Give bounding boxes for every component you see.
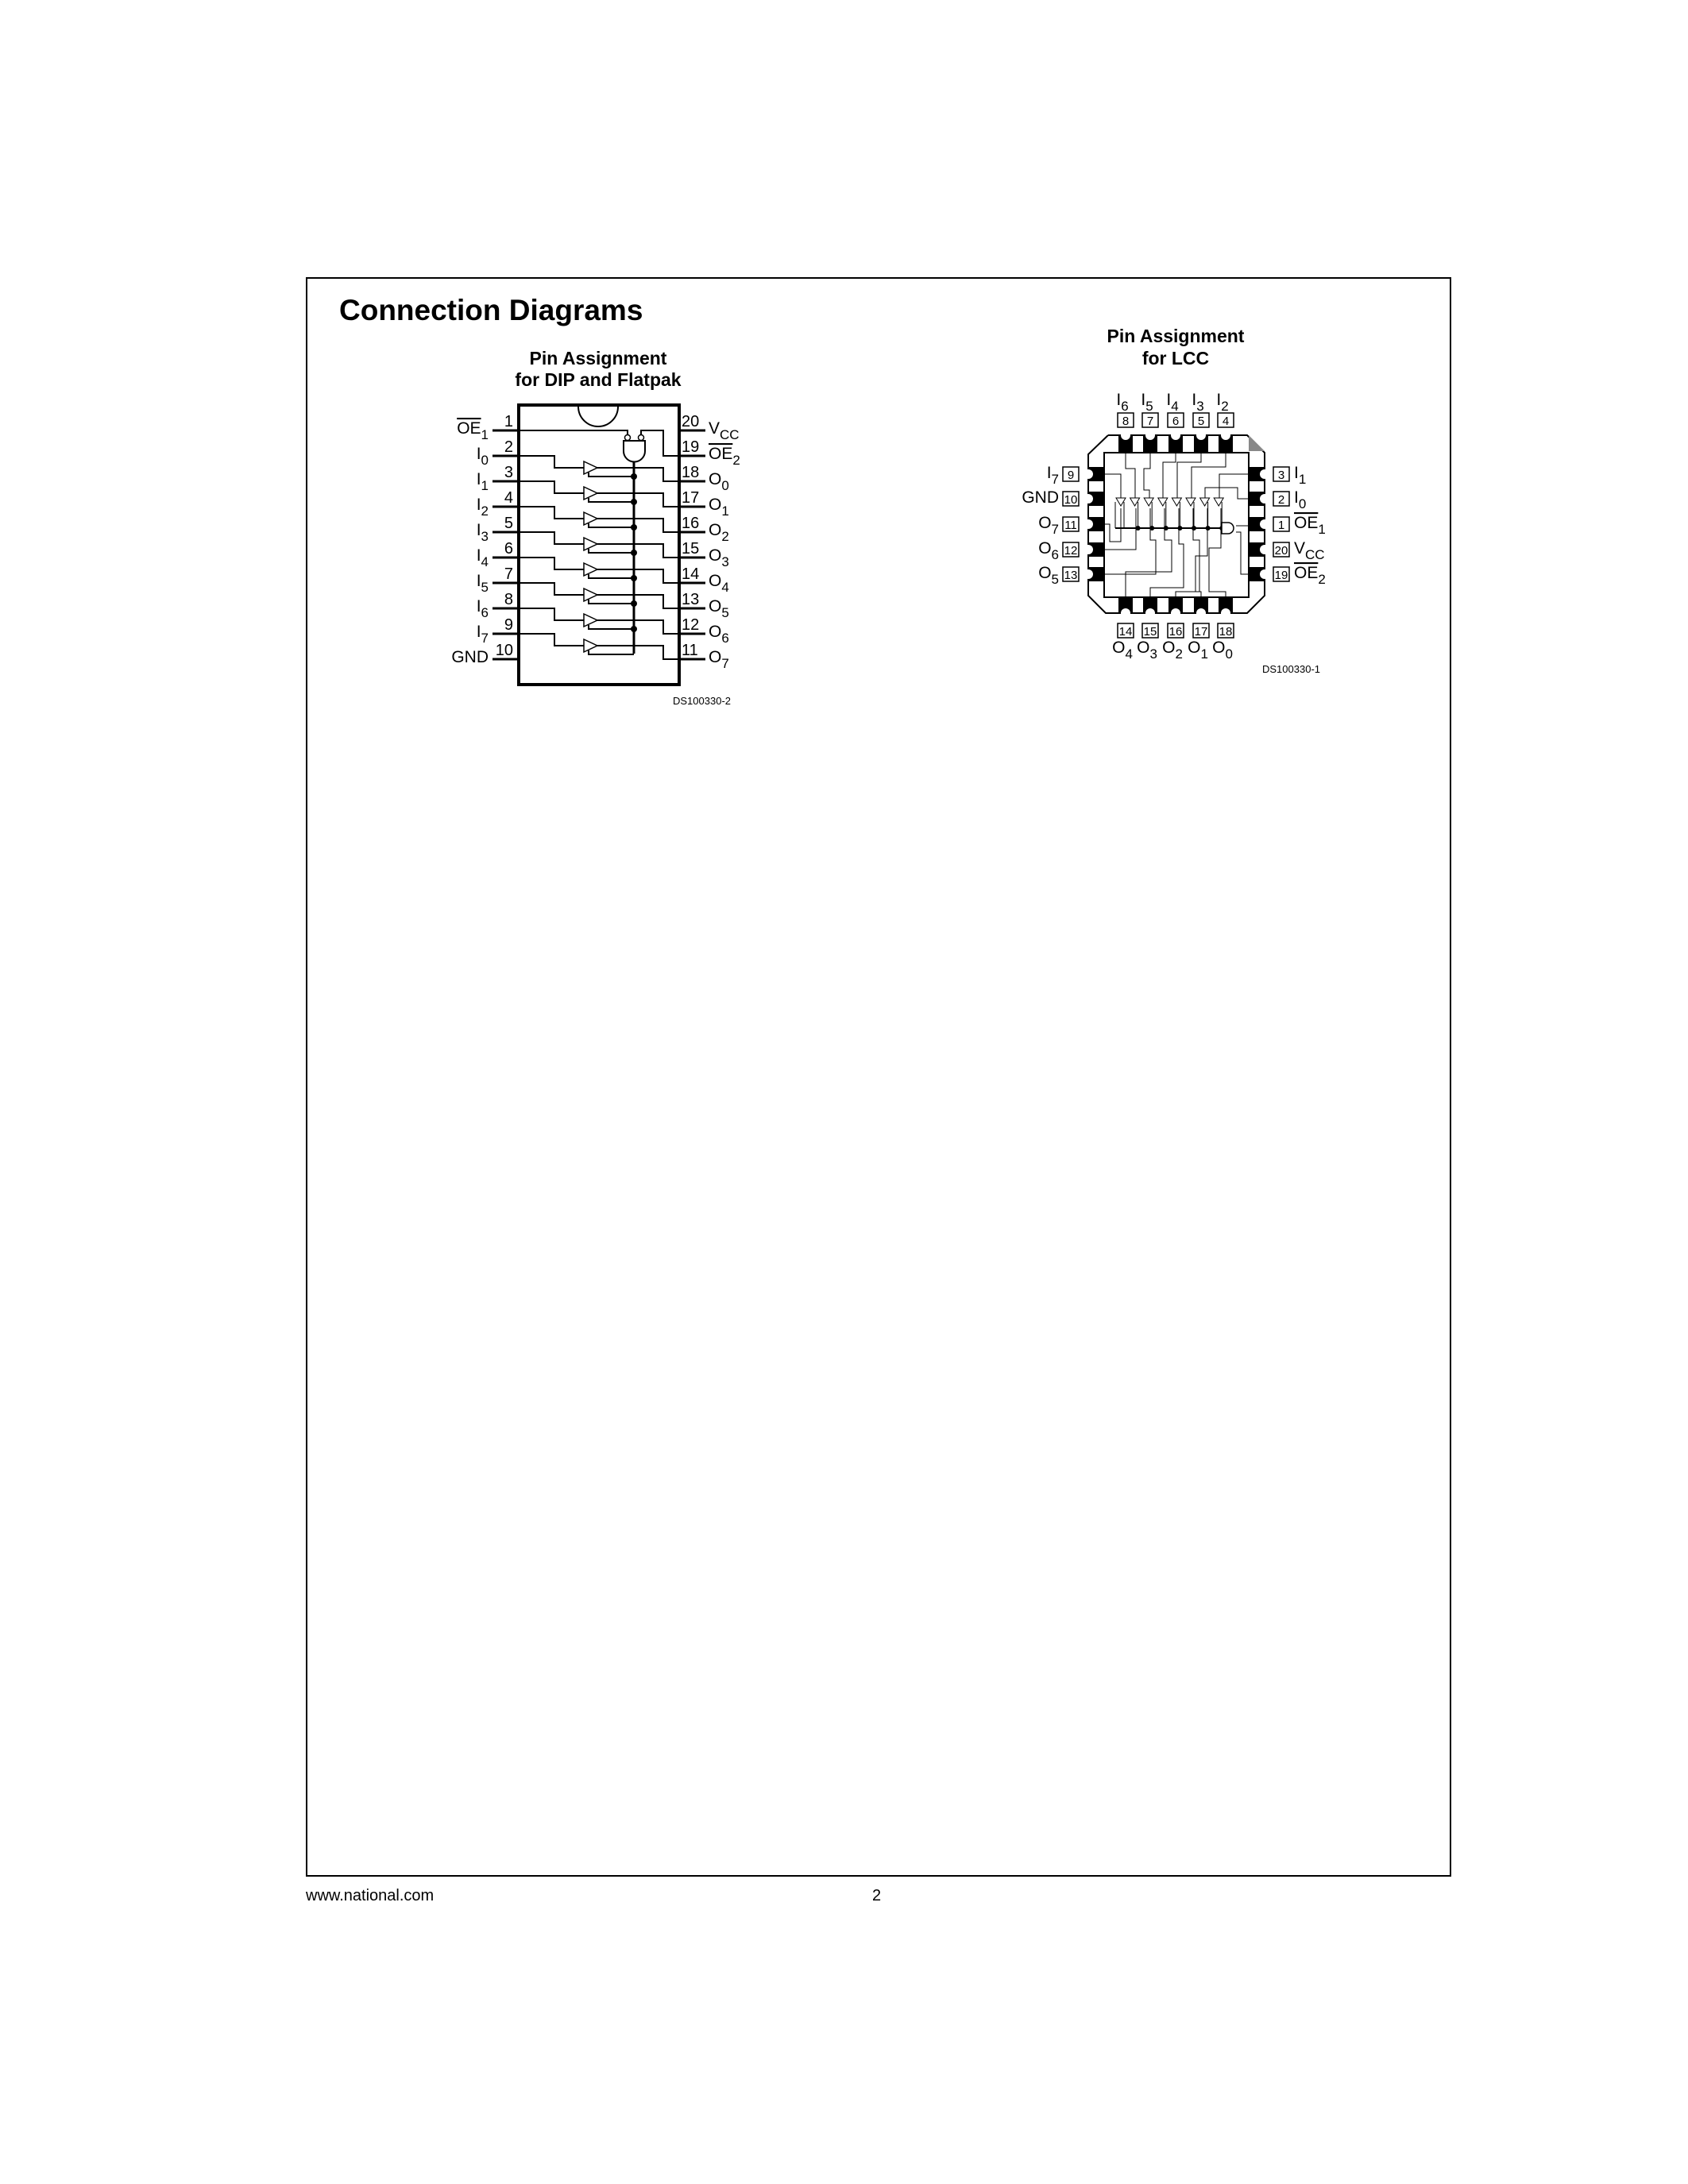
dip-pin-number: 19 [682, 438, 700, 456]
pin-label-base: I [476, 445, 481, 463]
lcc-pin-number: 5 [1197, 415, 1205, 428]
dip-pin-number: 11 [682, 642, 698, 659]
dip-pin-label [709, 597, 729, 620]
enable-wire [589, 600, 634, 604]
pin-label-base: I [1166, 391, 1172, 409]
lcc-pin-label [1212, 639, 1233, 662]
dip-pin-number: 14 [682, 565, 700, 583]
pin-label-base: V [709, 419, 720, 438]
dip-pin-number: 18 [682, 464, 700, 481]
junction-dot [631, 600, 637, 607]
lcc-pin-label [1294, 564, 1326, 587]
dip-pin-number: 15 [682, 540, 700, 558]
pin-label-base: O [709, 546, 722, 565]
junction-dot [631, 473, 637, 480]
pin-label-base: O [1038, 564, 1052, 582]
pin-label-base: O [1038, 514, 1052, 532]
lcc-pin-number: 15 [1143, 625, 1157, 639]
pin-label-base: OE [709, 445, 733, 463]
lcc-pin-number: 12 [1064, 544, 1078, 558]
pin-label-subscript: 3 [481, 529, 489, 544]
lcc-title-line2: for LCC [1141, 348, 1210, 369]
junction-dot [631, 499, 637, 505]
buffer-input-wire [519, 608, 584, 620]
buffer-icon [584, 461, 597, 474]
pin-label-subscript: 0 [721, 478, 729, 493]
lcc-pin-label [1192, 391, 1203, 414]
pin-label-base: I [476, 572, 481, 590]
buffer-output-wire [597, 620, 679, 634]
pin-label-base: I [476, 496, 481, 514]
dip-pin-number: 16 [682, 515, 700, 532]
pin-label-base: I [476, 521, 481, 539]
pad-scallop [1260, 569, 1269, 579]
lcc-title-line1: Pin Assignment [1107, 326, 1245, 346]
buffer-icon [584, 487, 597, 500]
lcc-pin-label [1047, 464, 1059, 487]
lcc-pin-number: 4 [1222, 415, 1230, 428]
buffer-input-wire [519, 583, 584, 595]
lcc-pin-label [1112, 639, 1133, 662]
pad-scallop [1260, 494, 1269, 504]
pin-label-base: I [1192, 391, 1197, 409]
dip-pin-label [477, 470, 489, 493]
section-title: Connection Diagrams [339, 294, 643, 326]
dip-pin-number: 7 [504, 565, 513, 583]
lcc-pin-label [1038, 564, 1059, 587]
lcc-pin-number: 14 [1118, 625, 1133, 639]
buffer-icon [584, 538, 597, 550]
pin-label-subscript: 1 [721, 504, 729, 519]
buffer-input-wire [519, 456, 584, 468]
pin-label-subscript: 3 [721, 554, 729, 569]
enable-wire [589, 473, 634, 477]
pin-label-subscript: 7 [481, 631, 489, 646]
pin-label-base: I [476, 597, 481, 615]
buffer-input-wire [519, 481, 584, 493]
dip-pin-number: 1 [504, 413, 513, 430]
pin-label-subscript: 1 [1298, 472, 1307, 487]
pin-label-base: I [1046, 464, 1052, 482]
pin-label-subscript: 4 [721, 580, 729, 595]
dip-pin-number: 13 [682, 591, 700, 608]
pin-label-base: GND [1022, 488, 1059, 507]
pin-label-base: O [709, 496, 722, 514]
buffer-output-wire [597, 519, 679, 532]
oe1-wire [519, 430, 628, 434]
dip-pin-label [477, 496, 489, 519]
pin-label-subscript: 5 [1051, 572, 1059, 587]
pad-scallop [1145, 430, 1155, 440]
dip-pin-number: 3 [504, 464, 513, 481]
lcc-pin-label [1038, 539, 1059, 562]
lcc-pin-label [1038, 514, 1059, 537]
pad-scallop [1083, 519, 1093, 529]
pad-scallop [1221, 608, 1230, 618]
pin-label-base: O [1137, 639, 1150, 657]
pin-label-base: O [709, 470, 722, 488]
enable-wire [589, 625, 634, 629]
pad-scallop [1083, 569, 1093, 579]
dip-pin-label [477, 623, 489, 646]
dip-pin-number: 2 [504, 438, 513, 456]
dip-pin-label [709, 419, 740, 442]
pin-label-subscript: 1 [1200, 646, 1208, 662]
pad-scallop [1083, 494, 1093, 504]
pin-label-subscript: 4 [1125, 646, 1133, 662]
buffer-input-wire [519, 558, 584, 569]
lcc-pin-number: 3 [1277, 469, 1285, 482]
pad-scallop [1145, 608, 1155, 618]
buffer-icon [584, 588, 597, 601]
footer-website: www.national.com [306, 1887, 435, 1904]
pin-label-subscript: 5 [721, 605, 729, 620]
dip-pin-label [709, 521, 729, 544]
pin-label-base: OE [457, 419, 481, 438]
lcc-pin-label [1166, 391, 1178, 414]
dip-pin-number: 4 [504, 489, 513, 507]
pad-scallop [1171, 430, 1180, 440]
pin-label-subscript: 5 [1145, 399, 1153, 414]
pin-label-base: O [709, 623, 722, 641]
pin-label-base: O [709, 572, 722, 590]
dip-pin-number: 6 [504, 540, 513, 558]
pad-scallop [1196, 430, 1206, 440]
pin-label-base: GND [451, 648, 489, 666]
lcc-package-body [1088, 435, 1265, 613]
dip-title-line2: for DIP and Flatpak [515, 369, 682, 390]
pin-label-base: I [1116, 391, 1122, 409]
pad-scallop [1260, 545, 1269, 554]
dip-pin-number: 17 [682, 489, 700, 507]
lcc-pin-label [1294, 464, 1306, 487]
pad-scallop [1121, 430, 1130, 440]
lcc-pin-label [1116, 391, 1128, 414]
nor-gate-icon [624, 441, 645, 462]
buffer-icon [584, 614, 597, 627]
pad-scallop [1171, 608, 1180, 618]
dip-pin-label [709, 546, 729, 569]
pad-scallop [1083, 469, 1093, 479]
buffer-output-wire [597, 468, 679, 481]
pin-label-subscript: 0 [1298, 496, 1307, 511]
lcc-pin-label [1294, 488, 1306, 511]
pin-label-base: I [1294, 488, 1299, 507]
pin-label-base: OE [1294, 514, 1319, 532]
dip-pin-label [477, 546, 489, 569]
pin-label-base: O [709, 597, 722, 615]
lcc-pin-label [1162, 639, 1183, 662]
dip-pin-number: 8 [504, 591, 513, 608]
pin-label-base: I [1294, 464, 1299, 482]
lcc-pin-number: 2 [1277, 493, 1285, 507]
dip-pin-label [709, 572, 729, 595]
pin-label-subscript: 2 [1318, 572, 1326, 587]
lcc-pin-number: 20 [1274, 544, 1288, 558]
pad-scallop [1221, 430, 1230, 440]
lcc-pin-label [1022, 488, 1059, 507]
pin-label-base: O [1162, 639, 1176, 657]
lcc-pin-number: 7 [1146, 415, 1154, 428]
junction-dot [631, 626, 637, 632]
pad-scallop [1196, 608, 1206, 618]
lcc-pin-number: 16 [1168, 625, 1183, 639]
lcc-pin-number: 17 [1194, 625, 1208, 639]
pin-label-subscript: 2 [721, 529, 729, 544]
pin-label-subscript: 0 [1225, 646, 1233, 662]
lcc-pin-number: 18 [1219, 625, 1233, 639]
dip-pin-label [477, 597, 489, 620]
dip-pin-label [709, 648, 729, 671]
lcc-pin-number: 11 [1064, 519, 1077, 532]
enable-wire [589, 650, 634, 654]
pin-label-subscript: 3 [1196, 399, 1204, 414]
pad-scallop [1260, 469, 1269, 479]
buffer-input-wire [519, 532, 584, 544]
footer-page-number: 2 [872, 1887, 882, 1904]
pin-label-base: O [1212, 639, 1226, 657]
buffer-input-wire [519, 634, 584, 646]
lcc-pin-number: 9 [1067, 469, 1075, 482]
dip-pin-number: 12 [682, 616, 700, 634]
pin-label-subscript: CC [720, 427, 740, 442]
pin-label-base: O [1112, 639, 1126, 657]
lcc-pin-number: 19 [1274, 569, 1288, 582]
pin-label-subscript: 2 [732, 453, 740, 468]
inverter-bubble [639, 435, 644, 441]
pad-scallop [1083, 545, 1093, 554]
pin-label-base: OE [1294, 564, 1319, 582]
pin-label-subscript: 4 [481, 554, 489, 569]
pin-label-subscript: 2 [481, 504, 489, 519]
pin-label-subscript: 4 [1171, 399, 1179, 414]
buffer-icon [584, 563, 597, 576]
pin-label-subscript: 6 [721, 631, 729, 646]
pin-label-subscript: 7 [721, 656, 729, 671]
buffer-output-wire [597, 646, 679, 659]
pin-label-subscript: 1 [1318, 522, 1326, 537]
pin-label-subscript: 6 [1051, 547, 1059, 562]
pin1-index-corner [1249, 435, 1265, 451]
pad-scallop [1121, 608, 1130, 618]
enable-wire [589, 549, 634, 553]
pin-label-subscript: 1 [481, 478, 489, 493]
pin-label-base: O [1038, 539, 1052, 558]
lcc-pin-number: 13 [1064, 569, 1078, 582]
pin-label-base: I [476, 470, 481, 488]
buffer-output-wire [597, 569, 679, 583]
pin-label-subscript: 2 [1175, 646, 1183, 662]
dip-pin-label [477, 445, 489, 468]
buffer-icon [584, 512, 597, 525]
pin-label-base: O [1188, 639, 1201, 657]
dip-pin-number: 5 [504, 515, 513, 532]
dip-pin-label [451, 648, 489, 666]
junction-dot [631, 575, 637, 581]
lcc-pin-label [1141, 391, 1153, 414]
dip-pin-label [709, 470, 729, 493]
lcc-pin-label [1216, 391, 1228, 414]
lcc-pin-number: 6 [1172, 415, 1180, 428]
oe2-wire [641, 430, 679, 456]
pin-label-subscript: 0 [481, 453, 489, 468]
dip-pin-number: 9 [504, 616, 513, 634]
dip-pin-label [709, 445, 740, 468]
buffer-output-wire [597, 544, 679, 558]
lcc-pin-label [1294, 539, 1325, 562]
buffer-output-wire [597, 493, 679, 507]
dip-drawing-id: DS100330-2 [673, 695, 731, 707]
lcc-pin-label [1294, 514, 1326, 537]
pin-label-base: I [1141, 391, 1146, 409]
lcc-pin-number: 1 [1277, 519, 1285, 532]
pad-scallop [1260, 519, 1269, 529]
buffer-icon [584, 639, 597, 652]
pin-label-subscript: CC [1305, 547, 1325, 562]
lcc-pin-number: 8 [1122, 415, 1130, 428]
pin-label-subscript: 7 [1051, 522, 1059, 537]
buffer-input-wire [519, 507, 584, 519]
enable-wire [589, 523, 634, 527]
pin-label-subscript: 6 [481, 605, 489, 620]
dip-pin-label [457, 419, 489, 442]
lcc-pin-label [1137, 639, 1157, 662]
pin-label-subscript: 2 [1221, 399, 1229, 414]
lcc-drawing-id: DS100330-1 [1262, 663, 1320, 675]
pin-label-base: V [1294, 539, 1306, 558]
nor-gate-icon [1222, 523, 1234, 534]
enable-wire [589, 574, 634, 578]
pin-label-subscript: 3 [1149, 646, 1157, 662]
junction-dot [631, 524, 637, 531]
dip-pin-number: 20 [682, 413, 700, 430]
pin-label-base: O [709, 648, 722, 666]
pin-label-base: I [476, 623, 481, 641]
dip-pin-label [477, 572, 489, 595]
dip-pin-label [709, 496, 729, 519]
pin-label-subscript: 1 [481, 427, 489, 442]
pin-label-subscript: 6 [1121, 399, 1129, 414]
dip-pin-label [477, 521, 489, 544]
enable-wire [589, 498, 634, 502]
pin-label-base: O [709, 521, 722, 539]
dip-notch [578, 407, 618, 426]
buffer-output-wire [597, 595, 679, 608]
dip-title-line1: Pin Assignment [529, 348, 667, 369]
pin-label-subscript: 7 [1051, 472, 1059, 487]
dip-pin-label [709, 623, 729, 646]
pin-label-subscript: 5 [481, 580, 489, 595]
pin-label-base: I [476, 546, 481, 565]
lcc-pin-number: 10 [1064, 493, 1078, 507]
inverter-bubble [625, 435, 631, 441]
junction-dot [631, 550, 637, 556]
dip-pin-number: 10 [495, 642, 513, 659]
lcc-pin-label [1188, 639, 1208, 662]
pin-label-base: I [1216, 391, 1222, 409]
